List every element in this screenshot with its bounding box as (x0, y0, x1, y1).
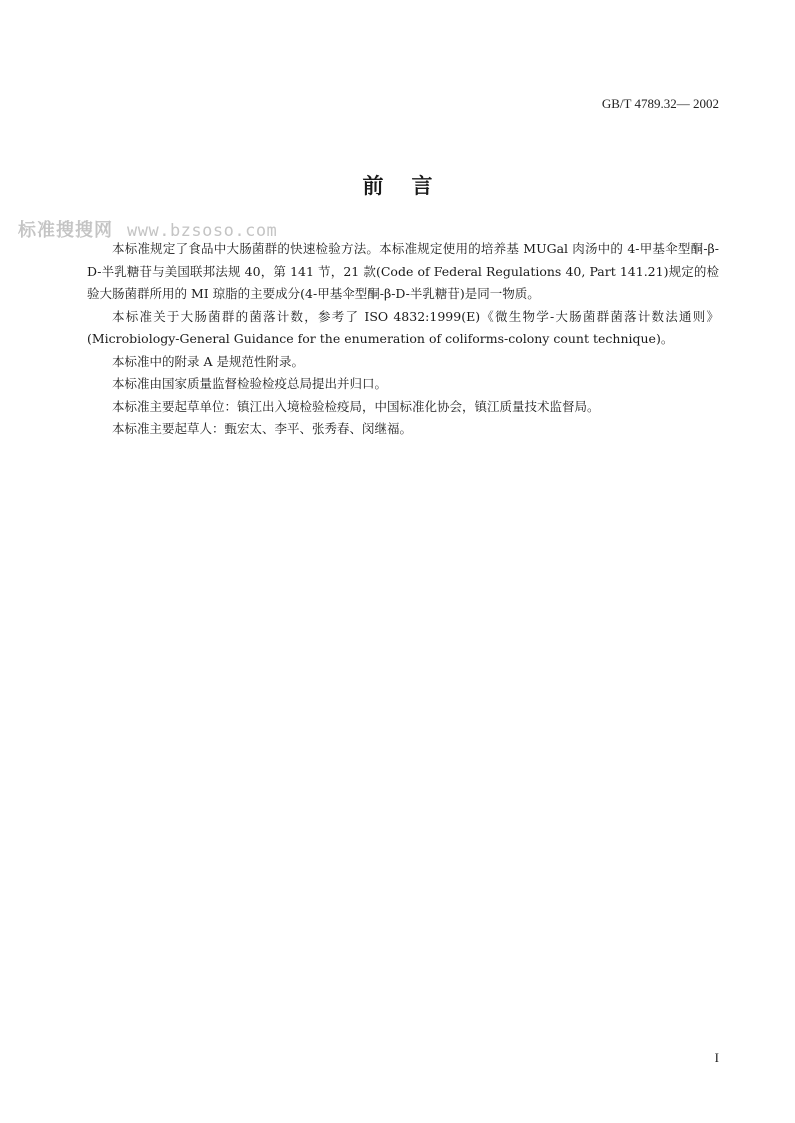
paragraph: 本标准中的附录 A 是规范性附录。 (112, 353, 304, 369)
paragraph: 本标准主要起草人：甄宏太、李平、张秀春、闵继福。 (112, 421, 413, 436)
watermark-url: www.bzsoso.com (127, 221, 278, 241)
page-number: I (714, 1050, 719, 1065)
watermark-site-name: 标准搜搜网 (18, 220, 113, 241)
foreword-body (87, 238, 719, 441)
paragraph: 本标准主要起草单位：镇江出入境检验检疫局，中国标准化协会，镇江质量技术监督局。 (112, 398, 600, 414)
standard-code: GB/T 4789.32— 2002 (601, 96, 719, 111)
page-title: 前言 (362, 173, 461, 198)
paragraph: 本标准由国家质量监督检验检疫总局提出并归口。 (112, 376, 388, 391)
paragraph: 本标准关于大肠菌群的菌落计数，参考了 ISO 4832:1999(E)《微生物学-大肠菌群菌落计数法通则》(Microbiology-General Guidance for the enumeration of coliforms-colony count technique)。 (87, 308, 719, 346)
paragraph: 本标准规定了食品中大肠菌群的快速检验方法。本标准规定使用的培养基 MUGal 肉汤中的 4-甲基伞型酮-β-D-半乳糖苷与美国联邦法规 40，第 141 节，21 款(Code of Federal Regulations 40, Part 141.21)规定的检验大肠菌群所用的 MI 琼脂的主要成分(4-甲基伞型酮-β-D-半乳糖苷)是同一物质。 (87, 241, 719, 301)
